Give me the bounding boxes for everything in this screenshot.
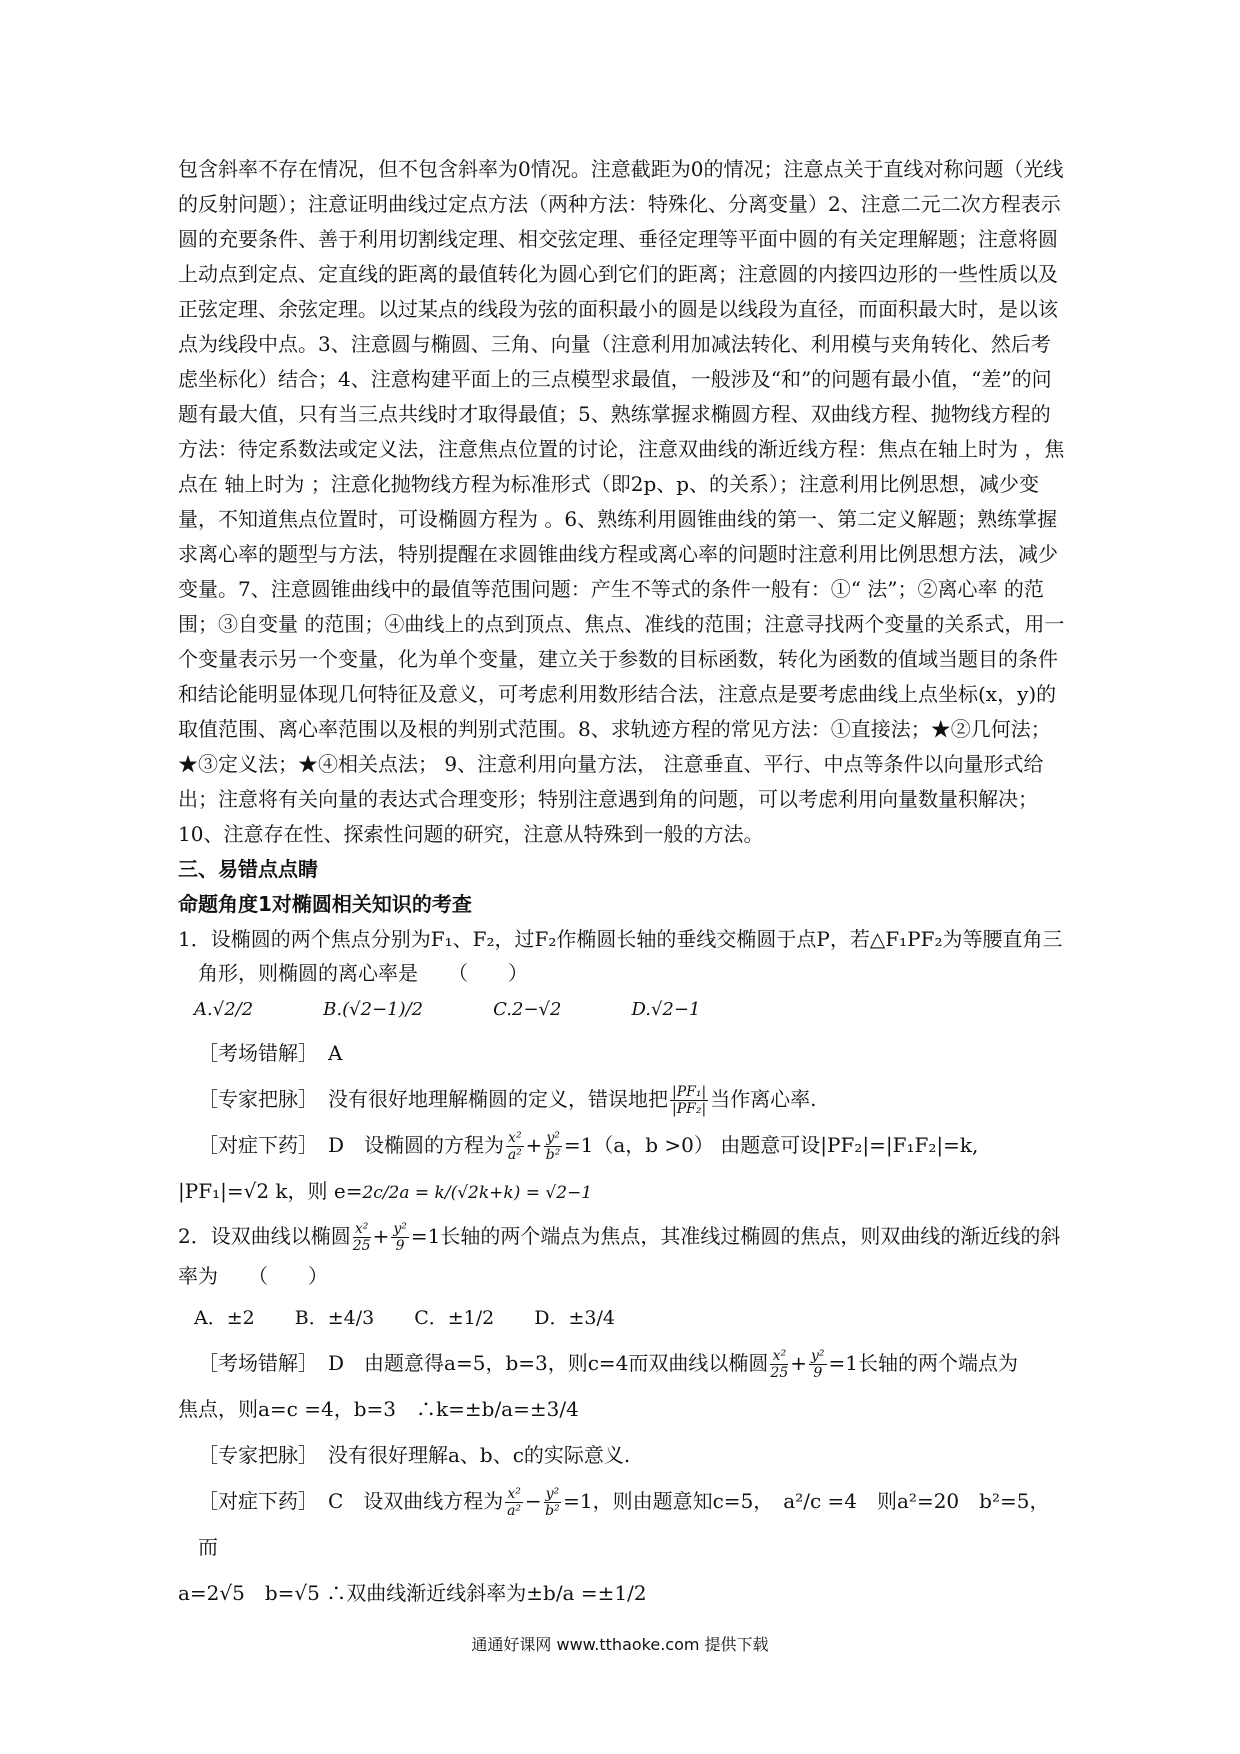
q1-zhuanjia-post: 当作离心率. [710,1087,817,1111]
y2-over-b2-b [544,1486,562,1519]
q2-duizheng-line2: a=2√5 b=√5 ∴双曲线渐近线斜率为±b/a =±1/2 [178,1581,647,1605]
subheading: 命题角度1对椭圆相关知识的考查 [178,892,472,916]
q1-duizheng: ［对症下药］ D 设椭圆的方程为 $\frac{\text{x²}}{\text{a²}}$ + $\frac{\text{y²}}{\text{b²}}$ =1（a，b >0） 由题意可设|PF₂|=|F₁F₂|=k, [198,1130,979,1163]
page-content [178,152,1068,1616]
frac-num: y² [393,1221,407,1237]
q1-options [178,990,1068,1030]
q1-duizheng-post: =1（a，b >0） 由题意可设|PF₂|=|F₁F₂|=k, [563,1133,979,1157]
y2-over-9 [391,1221,409,1254]
q2-option-b: B．±4/3 [294,1307,375,1329]
frac-den: 25 [770,1365,789,1381]
question-2 [178,1216,1068,1616]
frac-den: |PF₂| [672,1101,707,1117]
q2-kaochang-post: =1长轴的两个端点为 [828,1351,1019,1375]
q1-zhuanjia-pre: ［专家把脉］ 没有很好地理解椭圆的定义，错误地把 [198,1087,668,1111]
frac-den: a² [507,1503,522,1519]
q2-stem-pre: 2．设双曲线以椭圆 [178,1224,351,1248]
frac-num: x² [353,1221,371,1238]
q2-stem: 2．设双曲线以椭圆 $\frac{\text{x²}}{25}$ + $\frac{\text{y²}}{9}$ =1长轴的两个端点为焦点，其准线过椭圆的焦点，则双曲线的渐近线的斜率为 （ ） [178,1221,1061,1288]
q2-duizheng-post: =1，则由题意知c=5， a²/c =4 则a²=20 b²=5，而 [198,1489,1050,1559]
q1-line2-pre: |PF₁|=√2 k，则 e= [178,1179,363,1203]
frac-num: |PF₁| [672,1084,707,1100]
q1-stem: 1．设椭圆的两个焦点分别为F₁、F₂，过F₂作椭圆长轴的垂线交椭圆于点P，若△F₁PF₂为等腰直角三角形，则椭圆的离心率是 （ ） [178,927,1063,985]
q1-pf-ratio [670,1084,708,1117]
q1-option-c: C.2−√2 [493,999,562,1020]
q2-kaochang: ［考场错解］ D 由题意得a=5，b=3，则c=4而双曲线以椭圆 $\frac{\text{x²}}{25}$ + $\frac{\text{y²}}{9}$ =1长轴的两个端点为 [198,1348,1019,1381]
q2-stem-post: =1长轴的两个端点为焦点，其准线过椭圆的焦点，则双曲线的渐近线的斜率为 （ ） [178,1224,1061,1288]
frac-den: b² [545,1503,560,1519]
frac-den: 9 [395,1238,405,1254]
x2-over-a2-b [505,1486,523,1519]
q2-option-a: A．±2 [194,1307,255,1329]
q1-zhuanjia [178,1076,1068,1122]
frac-num: x² [770,1348,788,1365]
frac-num: y² [811,1348,825,1364]
q2-duizheng-pre: ［对症下药］ C 设双曲线方程为 [198,1489,504,1513]
y2-over-b2 [544,1130,562,1163]
q2-zhuanjia: ［专家把脉］ 没有很好理解a、b、c的实际意义. [198,1443,631,1467]
section-heading: 三、易错点点睛 [178,857,318,881]
q1-option-d: D.√2−1 [631,999,701,1020]
q1-option-a: A.√2/2 [194,999,254,1020]
q2-kaochang-pre: ［考场错解］ D 由题意得a=5，b=3，则c=4而双曲线以椭圆 [198,1351,769,1375]
frac-num: y² [546,1130,560,1146]
x2-over-a2 [506,1130,524,1163]
frac-num: x² [508,1130,522,1146]
page-footer: 通通好课网 www.tthaoke.com 提供下载 [471,1635,769,1654]
frac-num: y² [545,1486,560,1502]
x2-over-25-b [770,1348,788,1381]
q1-option-b: B.(√2−1)/2 [323,999,424,1020]
frac-num: x² [507,1486,521,1502]
y2-over-9-b [809,1348,827,1381]
x2-over-25 [353,1221,371,1254]
frac-den: 9 [813,1365,823,1381]
frac-den: 25 [352,1238,371,1254]
body-paragraph: 包含斜率不存在情况，但不包含斜率为0情况。注意截距为0的情况；注意点关于直线对称问题（光线的反射问题）；注意证明曲线过定点方法（两种方法：特殊化、分离变量）2、注意二元二次方程表示圆的充要条件、善于利用切割线定理、相交弦定理、垂径定理等平面中圆的有关定理解题；注意将圆上动点到定点、定直线的距离的最值转化为圆心到它们的距离；注意圆的内接四边形的一些性质以及正弦定理、余弦定理。以过某点的线段为弦的面积最小的圆是以线段为直径，而面积最大时，是以该点为线段中点。3、注意圆与椭圆、三角、向量（注意利用加减法转化、利用模与夹角转化、然后考虑坐标化）结合；4、注意构建平面上的三点模型求最值，一般涉及“和”的问题有最小值，“差”的问题有最大值，只有当三点共线时才取得最值；5、熟练掌握求椭圆方程、双曲线方程、抛物线方程的方法：待定系数法或定义法，注意焦点位置的讨论，注意双曲线的渐近线方程：焦点在轴上时为 ，焦点在 轴上时为 ；注意化抛物线方程为标准形式（即2p、p、的关系）；注意利用比例思想，减少变量，不知道焦点位置时，可设椭圆方程为 。6、熟练利用圆锥曲线的第一、第二定义解题；熟练掌握求离心率的题型与方法，特别提醒在求圆锥曲线方程或离心率的问题时注意利用比例思想方法，减少变量。7、注意圆锥曲线中的最值等范围问题：产生不等式的条件一般有：①“ 法”；②离心率 的范围；③自变量 的范围；④曲线上的点到顶点、焦点、准线的范围；注意寻找两个变量的关系式，用一个变量表示另一个变量，化为单个变量，建立关于参数的目标函数，转化为函数的值域当题目的条件和结论能明显体现几何特征及意义，可考虑利用数形结合法，注意点是要考虑曲线上点坐标(x，y)的取值范围、离心率范围以及根的判别式范围。8、求轨迹方程的常见方法：①直接法；★②几何法；★③定义法；★④相关点法； 9、注意利用向量方法， 注意垂直、平行、中点等条件以向量形式给出；注意将有关向量的表达式合理变形；特别注意遇到角的问题，可以考虑利用向量数量积解决；10、注意存在性、探索性问题的研究，注意从特殊到一般的方法。 [178,157,1065,846]
q2-kaochang-line2: 焦点，则a=c =4，b=3 ∴k=±b/a=±3/4 [178,1397,579,1421]
q2-duizheng: ［对症下药］ C 设双曲线方程为 $\frac{\text{x²}}{\text{a²}}$ − $\frac{\text{y²}}{\text{b²}}$ =1，则由题意知c=5， a²/c =4 则a²=20 b²=5，而 [198,1486,1050,1559]
question-1 [178,922,1068,1216]
q2-options [178,1296,1068,1340]
frac-den: a² [507,1147,522,1163]
q1-line2-expr: 2c/2a = k/(√2k+k) = √2−1 [362,1183,593,1203]
q2-option-d: D．±3/4 [534,1307,615,1329]
q1-duizheng-pre: ［对症下药］ D 设椭圆的方程为 [198,1133,505,1157]
frac-den: b² [545,1147,561,1163]
q1-kaochang: ［考场错解］ A [198,1041,343,1065]
q1-duizheng-line2 [178,1168,1068,1216]
q2-option-c: C．±1/2 [414,1307,495,1329]
